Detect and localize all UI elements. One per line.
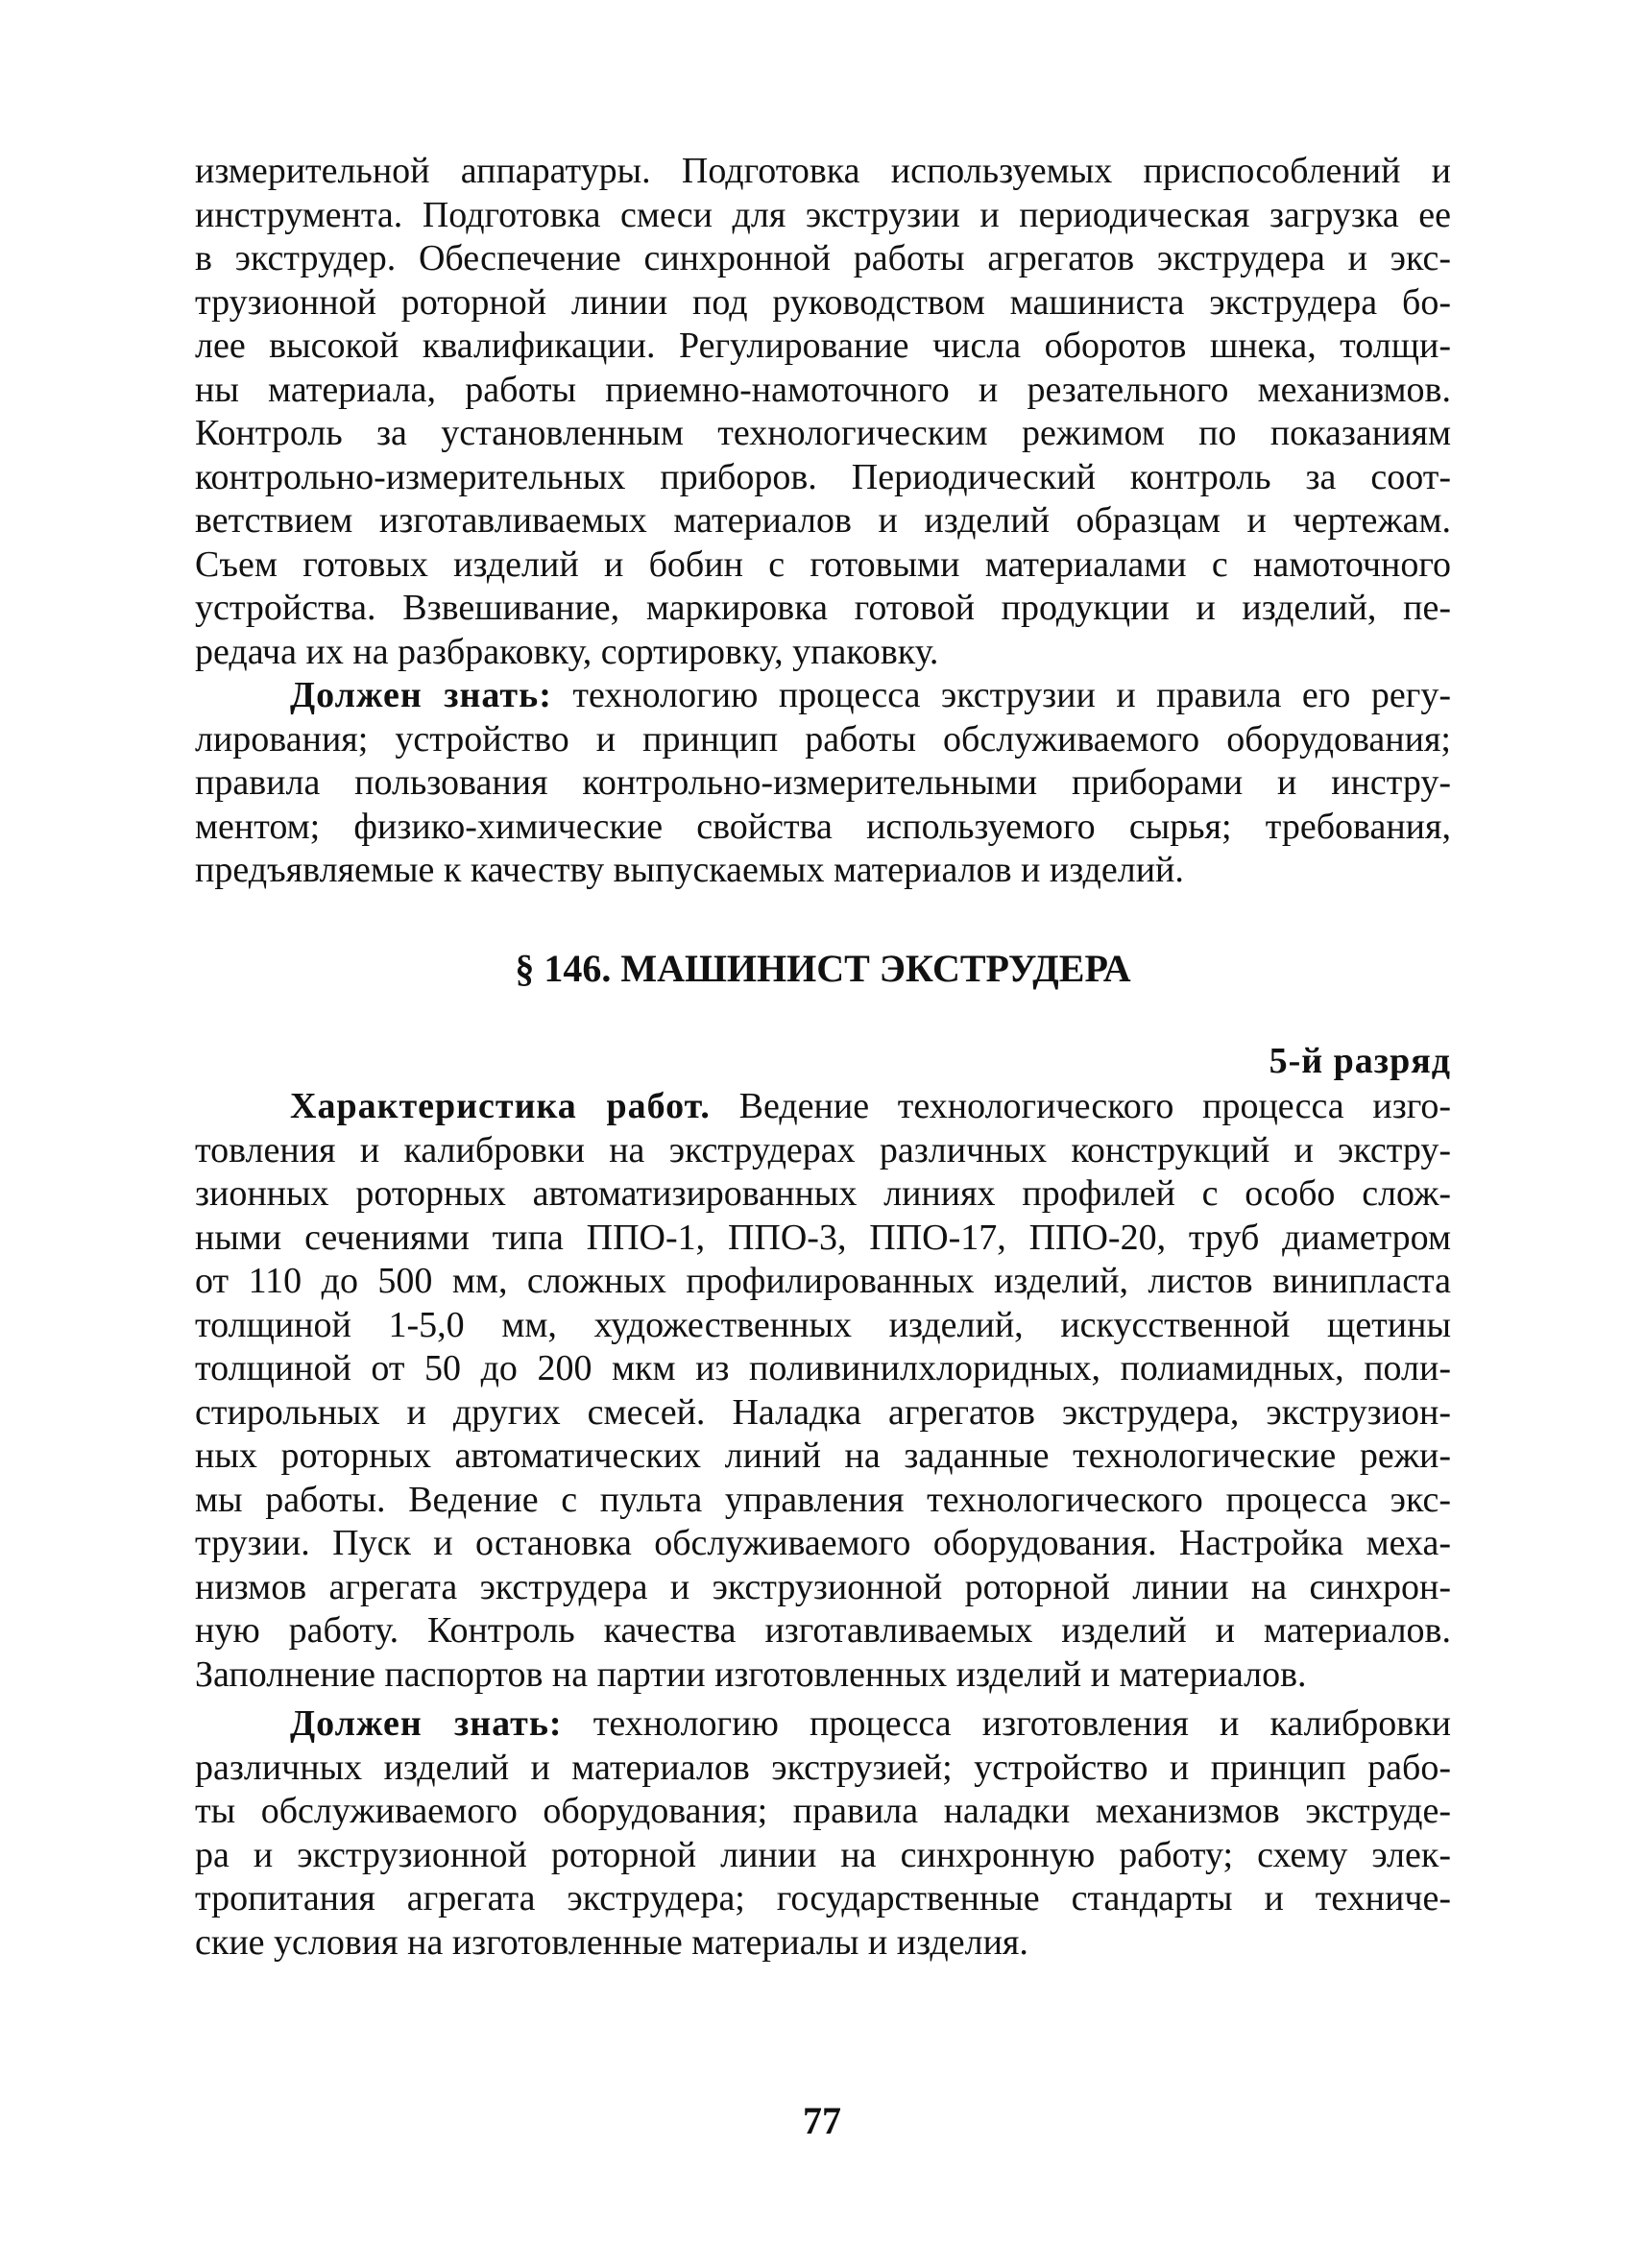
paragraph-must-know-2 — [195, 1702, 1451, 1965]
text-line: ными сечениями типа ППО-1, ППО-3, ППО-17, ППО-20, труб диаметром — [195, 1217, 1451, 1258]
grade-label: 5-й разряд — [1269, 1041, 1451, 1081]
text-line: в экструдер. Обеспечение синхронной работы агрегатов экструдера и экс- — [195, 238, 1451, 278]
work-characteristics-lead: Характеристика работ. — [290, 1086, 711, 1126]
paragraph-work-characteristics — [195, 1085, 1451, 1697]
text-line — [195, 1085, 1451, 1129]
text-line: низмов агрегата экструдера и экструзионной роторной линии на синхрон- — [195, 1566, 1451, 1607]
text-line: трузионной роторной линии под руководством машиниста экструдера бо- — [195, 281, 1451, 323]
text-line: измерительной аппаратуры. Подготовка используемых приспособлений и — [195, 151, 1451, 191]
must-know-lead: Должен знать: — [290, 675, 552, 715]
text-line: редача их на разбраковку, сортировку, упаковку. — [195, 631, 939, 672]
text-line: контрольно-измерительных приборов. Периодический контроль за соот- — [195, 456, 1451, 497]
text-line: от 110 до 500 мм, сложных профилированных изделий, листов винипласта — [195, 1261, 1451, 1301]
text-line: стирольных и других смесей. Наладка агрегатов экструдера, экструзион- — [195, 1391, 1451, 1433]
text-line — [195, 1702, 1451, 1747]
text-line: толщиной 1-5,0 мм, художественных изделий, искусственной щетины — [195, 1304, 1451, 1345]
text-line: толщиной от 50 до 200 мкм из поливинилхлоридных, полиамидных, поли- — [195, 1348, 1451, 1388]
text-line — [195, 674, 1451, 718]
text-line: ную работу. Контроль качества изготавливаемых изделий и материалов. — [195, 1610, 1451, 1651]
must-know-lead: Должен знать: — [290, 1703, 563, 1744]
text-line: товления и калибровки на экструдерах различных конструкций и экстру- — [195, 1129, 1451, 1170]
text-line: зионных роторных автоматизированных линиях профилей с особо слож- — [195, 1173, 1451, 1214]
paragraph-must-know-1 — [195, 674, 1451, 893]
text-line: тропитания агрегата экструдера; государственные стандарты и техниче- — [195, 1878, 1451, 1918]
text-line: лирования; устройство и принцип работы обслуживаемого оборудования; — [195, 718, 1451, 760]
text-line: ны материала, работы приемно-намоточного и резательного механизмов. — [195, 369, 1451, 410]
text-line: ские условия на изготовленные материалы и изделия. — [195, 1921, 1028, 1963]
text-line: Съем готовых изделий и бобин с готовыми материалами с намоточного — [195, 543, 1451, 585]
text-line: лее высокой квалификации. Регулирование числа оборотов шнека, толщи- — [195, 326, 1451, 366]
text-line: правила пользования контрольно-измерительными приборами и инстру- — [195, 762, 1451, 803]
text-line: ментом; физико-химические свойства используемого сырья; требования, — [195, 806, 1451, 847]
continuation-paragraph — [195, 150, 1451, 674]
text-line: ных роторных автоматических линий на заданные технологические режи- — [195, 1436, 1451, 1476]
section-title: § 146. МАШИНИСТ ЭКСТРУДЕРА — [515, 947, 1131, 990]
must-know-text: технологию процесса изготовления и калибровки — [562, 1703, 1452, 1744]
page-number: 77 — [803, 2099, 841, 2142]
text-line: трузии. Пуск и остановка обслуживаемого оборудования. Настройка меха- — [195, 1523, 1451, 1563]
text-line: Заполнение паспортов на партии изготовленных изделий и материалов. — [195, 1653, 1307, 1695]
text-line: Контроль за установленным технологическим режимом по показаниям — [195, 413, 1451, 453]
text-line: ветствием изготавливаемых материалов и изделий образцам и чертежам. — [195, 500, 1451, 541]
text-line: устройства. Взвешивание, маркировка готовой продукции и изделий, пе- — [195, 588, 1451, 628]
text-line: ра и экструзионной роторной линии на синхронную работу; схему элек- — [195, 1834, 1451, 1875]
knowledge-paragraph-1 — [195, 674, 1451, 893]
paragraph-continued-duties — [195, 150, 1451, 674]
work-characteristics-text: Ведение технологического процесса изго- — [710, 1086, 1451, 1126]
must-know-text: технологию процесса экструзии и правила его регу- — [551, 675, 1452, 715]
text-line: ты обслуживаемого оборудования; правила наладки механизмов экструде- — [195, 1791, 1451, 1831]
text-line: мы работы. Ведение с пульта управления технологического процесса экс- — [195, 1479, 1451, 1520]
knowledge-paragraph-2 — [195, 1702, 1451, 1965]
text-line: различных изделий и материалов экструзией; устройство и принцип рабо- — [195, 1747, 1451, 1788]
work-description — [195, 1085, 1451, 1697]
text-line: инструмента. Подготовка смеси для экструзии и периодическая загрузка ее — [195, 194, 1451, 235]
text-line: предъявляемые к качеству выпускаемых материалов и изделий. — [195, 850, 1184, 890]
